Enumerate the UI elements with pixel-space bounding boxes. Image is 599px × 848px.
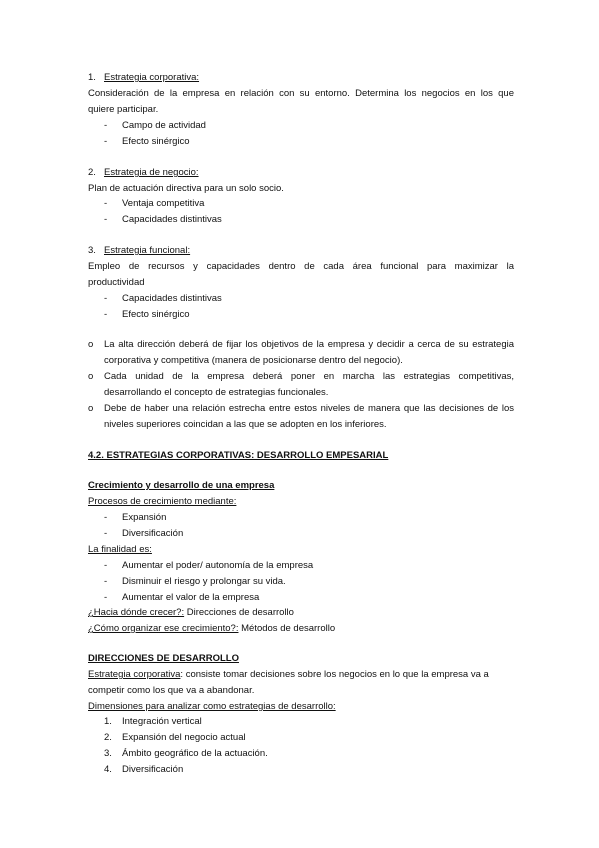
bullet-marker: o — [88, 403, 94, 414]
dimension-item: Diversificación — [122, 764, 184, 775]
answer-1: Direcciones de desarrollo — [184, 607, 294, 618]
numbered-marker: 3. — [104, 748, 112, 759]
dash-marker: - — [104, 528, 108, 539]
purpose-item: Disminuir el riesgo y prolongar su vida. — [122, 576, 286, 587]
dash-marker: - — [104, 120, 108, 131]
dimensions-label: Dimensiones para analizar como estrategias de desarrollo: — [88, 701, 336, 712]
growth-title: Crecimiento y desarrollo de una empresa — [88, 480, 275, 491]
section-3-heading — [88, 245, 514, 257]
process-item: Expansión — [122, 512, 167, 523]
bullet-marker: o — [88, 371, 94, 382]
section-3-desc-line-1: Empleo de recursos y capacidades dentro de cada área funcional para maximizar la — [88, 261, 514, 272]
dash-marker: - — [104, 214, 108, 225]
growth-processes-label: Procesos de crecimiento mediante: — [88, 496, 237, 507]
dimension-item: Integración vertical — [122, 716, 202, 727]
section-1-item: Campo de actividad — [122, 120, 206, 131]
section-4-2-heading: 4.2. ESTRATEGIAS CORPORATIVAS: DESARROLLO EMPESARIAL — [88, 450, 389, 461]
dash-marker: - — [104, 512, 108, 523]
section-2-title: Estrategia de negocio: — [104, 167, 199, 178]
section-2-item: Ventaja competitiva — [122, 198, 205, 209]
section-2-item: Capacidades distintivas — [122, 214, 222, 225]
numbered-marker: 4. — [104, 764, 112, 775]
purpose-label: La finalidad es: — [88, 544, 152, 555]
dash-marker: - — [104, 198, 108, 209]
dimension-item: Ámbito geográfico de la actuación. — [122, 748, 268, 759]
question-line-2 — [88, 623, 514, 635]
corporate-strategy-line-2: competir como los que va a abandonar. — [88, 685, 255, 696]
dash-marker: - — [104, 136, 108, 147]
answer-2: Métodos de desarrollo — [238, 623, 336, 634]
corporate-strategy-line-1 — [88, 669, 514, 681]
section-2-heading — [88, 167, 514, 179]
section-1-number: 1. — [88, 72, 96, 83]
purpose-item: Aumentar el valor de la empresa — [122, 592, 260, 603]
section-3-item: Capacidades distintivas — [122, 293, 222, 304]
dash-marker: - — [104, 592, 108, 603]
section-1-desc-line-1: Consideración de la empresa en relación con su entorno. Determina los negocios en los que — [88, 88, 514, 99]
dash-marker: - — [104, 560, 108, 571]
section-3-title: Estrategia funcional: — [104, 245, 191, 256]
section-2-number: 2. — [88, 167, 96, 178]
section-1-heading — [88, 72, 514, 84]
section-1-title: Estrategia corporativa: — [104, 72, 200, 83]
purpose-item: Aumentar el poder/ autonomía de la empresa — [122, 560, 314, 571]
bullet-marker: o — [88, 339, 94, 350]
question-2: ¿Cómo organizar ese crecimiento?: — [88, 623, 239, 634]
dimension-item: Expansión del negocio actual — [122, 732, 246, 743]
section-3-item: Efecto sinérgico — [122, 309, 190, 320]
question-line-1 — [88, 607, 514, 619]
dash-marker: - — [104, 293, 108, 304]
directions-title: DIRECCIONES DE DESARROLLO — [88, 653, 239, 664]
section-3-desc-line-2: productividad — [88, 277, 145, 288]
corporate-strategy-text: : consiste tomar decisiones sobre los negocios en lo que la empresa va a — [180, 669, 489, 680]
process-item: Diversificación — [122, 528, 184, 539]
corporate-strategy-label: Estrategia corporativa — [88, 669, 181, 680]
bullet-2-line-1: Cada unidad de la empresa deberá poner en marcha las estrategias competitivas, — [104, 371, 514, 382]
numbered-marker: 1. — [104, 716, 112, 727]
numbered-marker: 2. — [104, 732, 112, 743]
section-1-item: Efecto sinérgico — [122, 136, 190, 147]
section-1-desc-line-2: quiere participar. — [88, 104, 159, 115]
dash-marker: - — [104, 309, 108, 320]
section-3-number: 3. — [88, 245, 96, 256]
section-2-desc-line-1: Plan de actuación directiva para un solo socio. — [88, 183, 284, 194]
question-1: ¿Hacia dónde crecer?: — [88, 607, 185, 618]
dash-marker: - — [104, 576, 108, 587]
bullet-3-line-1: Debe de haber una relación estrecha entre estos niveles de manera que las decisiones de los — [104, 403, 514, 414]
bullet-1-line-1: La alta dirección deberá de fijar los objetivos de la empresa y decidir a cerca de su estrategia — [104, 339, 514, 350]
bullet-2-line-2: desarrollando el concepto de estrategias funcionales. — [104, 387, 329, 398]
bullet-1-line-2: corporativa y competitiva (manera de posicionarse dentro del negocio). — [104, 355, 403, 366]
bullet-3-line-2: niveles superiores coincidan a las que se adopten en los inferiores. — [104, 419, 387, 430]
